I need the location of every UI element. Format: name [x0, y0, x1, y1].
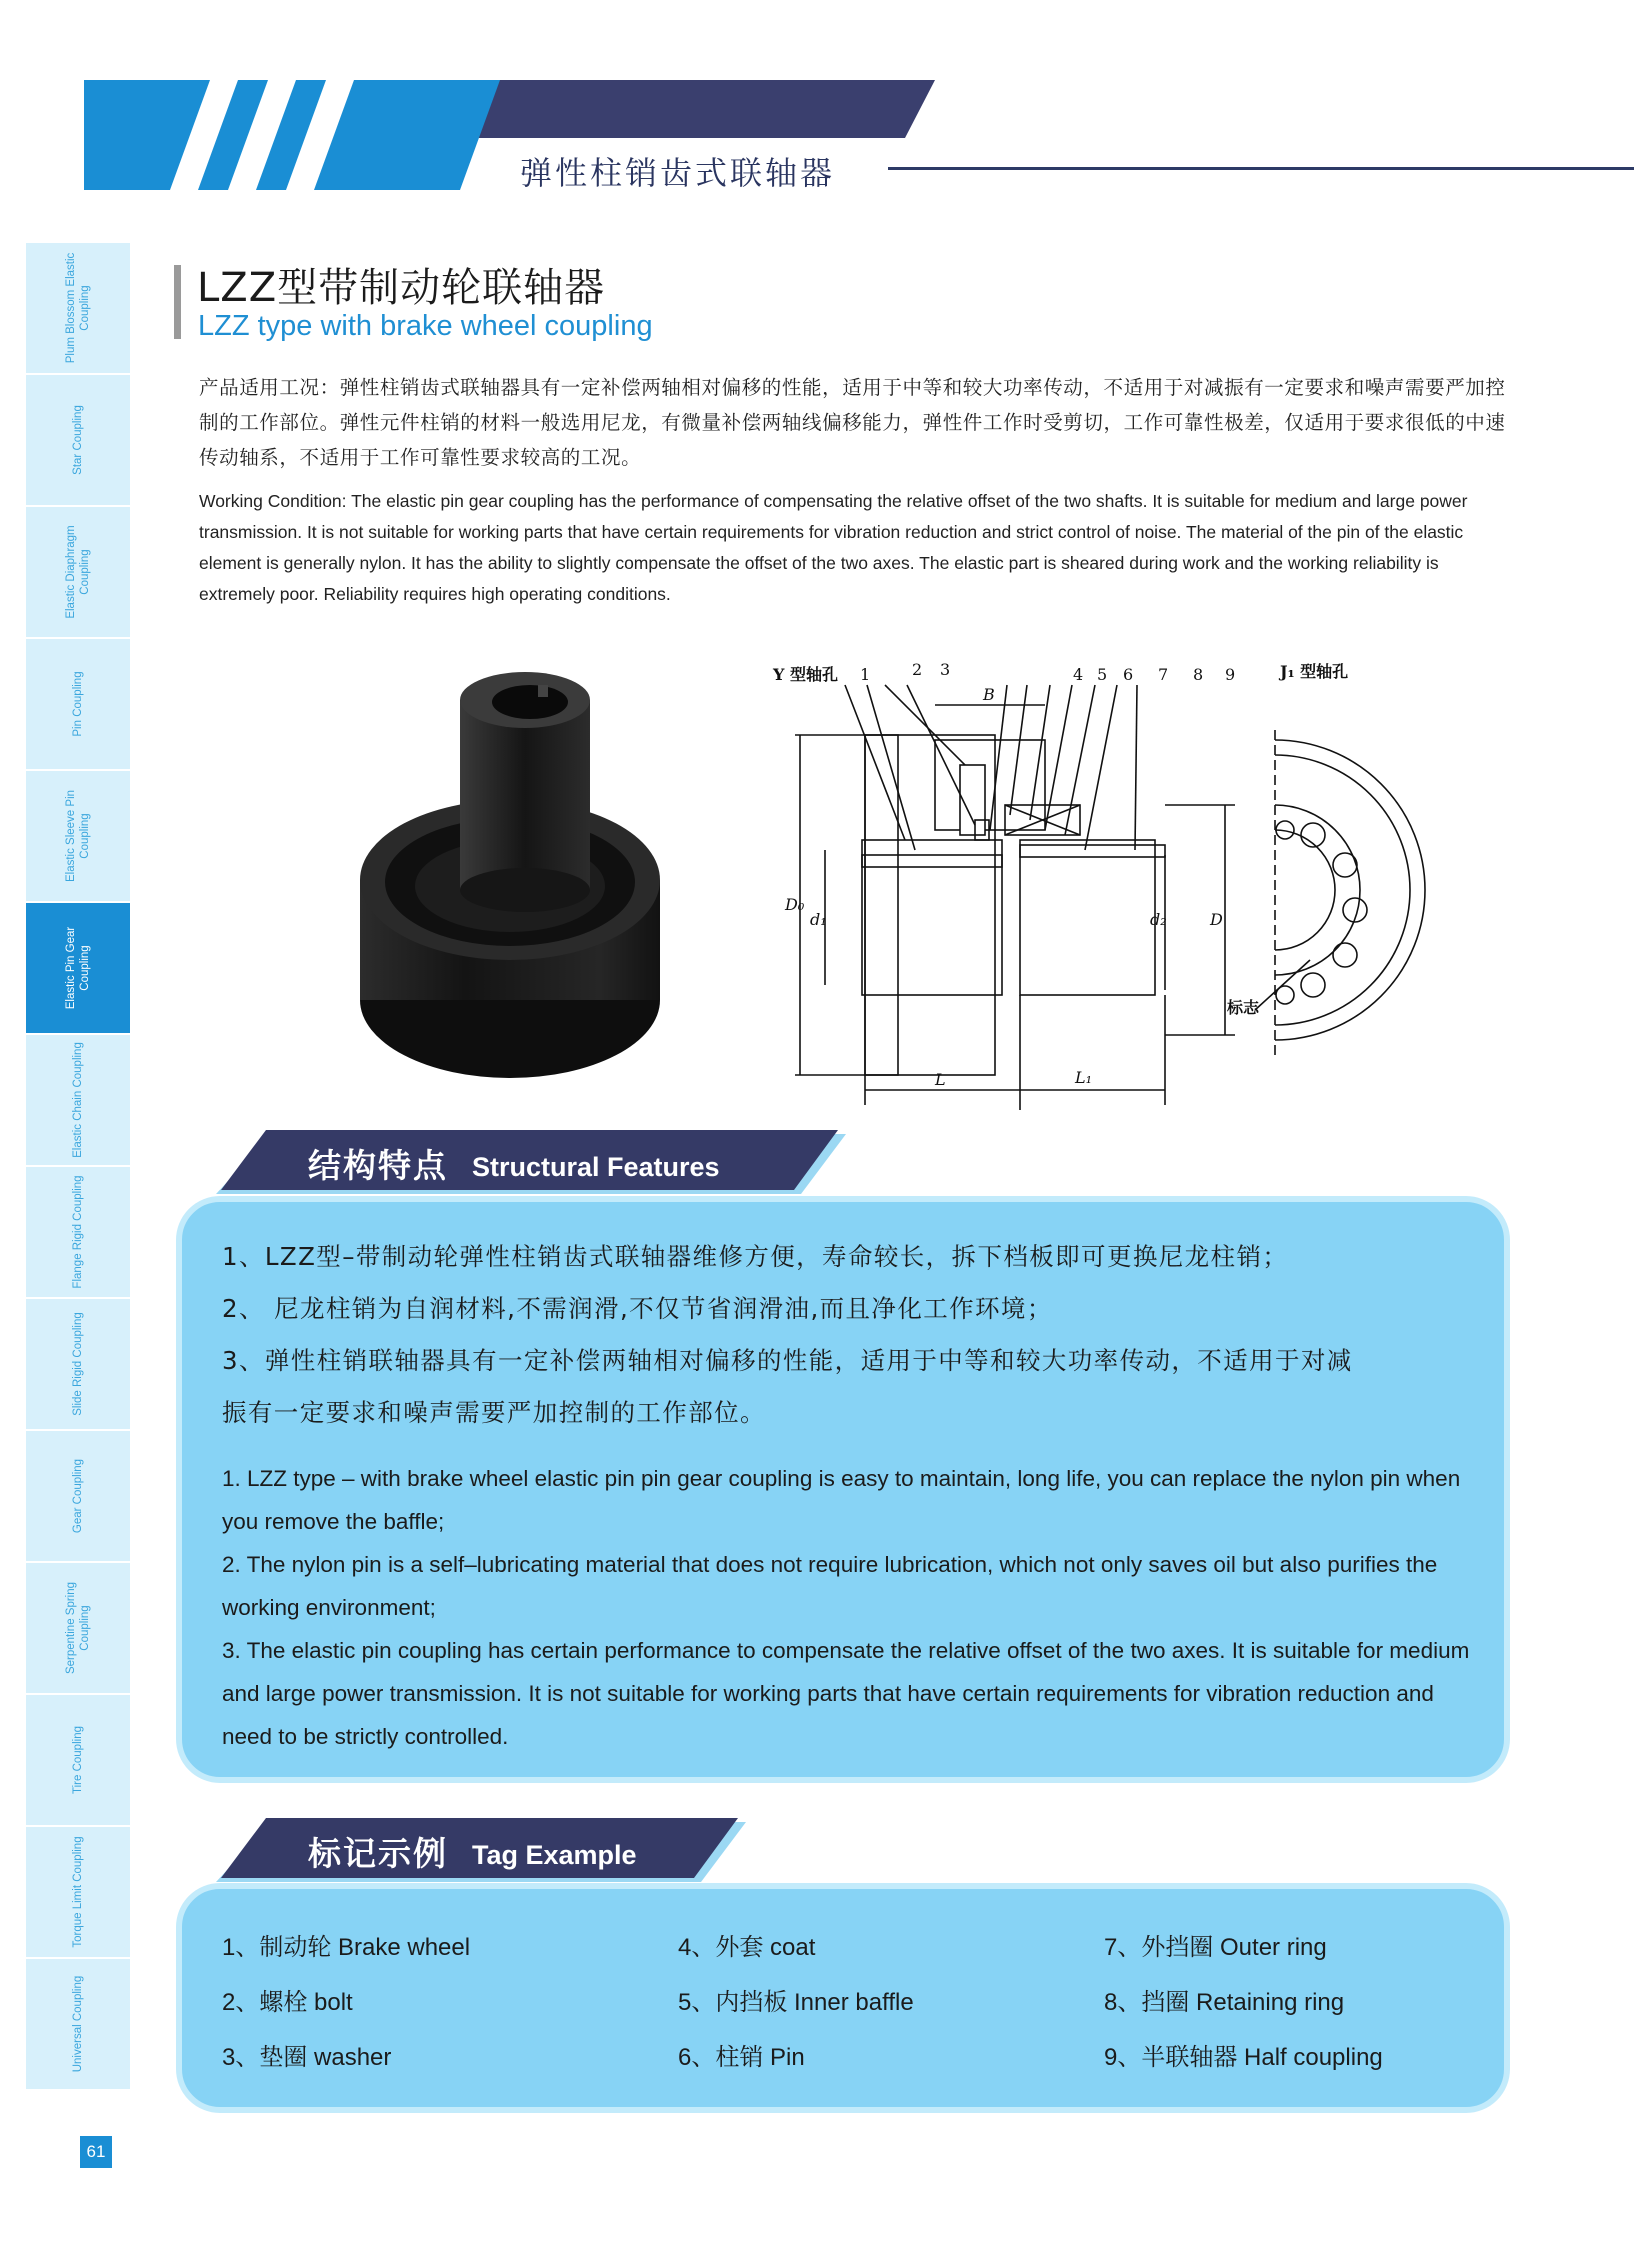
sidebar-item-elastic-diaphragm[interactable] — [26, 507, 130, 639]
section-heading-tags — [216, 1818, 756, 1882]
part-number: 5 — [1097, 665, 1108, 684]
sidebar-item-gear[interactable] — [26, 1431, 130, 1563]
dim-d1: d₁ — [810, 910, 827, 929]
part-number: 1 — [860, 665, 871, 684]
sidebar-item-elastic-pin-gear[interactable] — [26, 903, 130, 1035]
section-heading-features — [216, 1130, 856, 1194]
sidebar-item-label: Plum Blossom Elastic Coupling — [65, 252, 91, 364]
part-number: 7 — [1158, 665, 1169, 684]
page-number: 61 — [80, 2136, 112, 2168]
part-number: 9 — [1225, 665, 1236, 684]
description-cn: 产品适用工况：弹性柱销齿式联轴器具有一定补偿两轴相对偏移的性能，适用于中等和较大功率传动，不适用于对减振有一定要求和噪声需要严加控制的工作部位。弹性元件柱销的材料一般选用尼龙，有微量补偿两轴线偏移能力，弹性件工作时受剪切，工作可靠性极差，仅适用于要求很低的中速传动轴系，不适用于工作可靠性要求较高的工况。 — [199, 376, 1506, 469]
tag-item: 4、外套 coat — [678, 1934, 816, 1961]
page-title-cn: LZZ型带制动轮联轴器 — [197, 265, 606, 311]
title-accent-bar — [174, 265, 181, 339]
sidebar-item-star[interactable] — [26, 375, 130, 507]
dim-L: L — [935, 1070, 946, 1089]
tag-item: 2、螺栓 bolt — [222, 1989, 353, 2016]
sidebar-item-label: Elastic Sleeve Pin Coupling — [65, 789, 91, 883]
feature-cn-item-cont: 振有一定要求和噪声需要严加控制的工作部位。 — [222, 1398, 766, 1427]
label-mark: 标志 — [1227, 998, 1260, 1017]
part-number: 6 — [1123, 665, 1134, 684]
sidebar-item-label: Elastic Chain Coupling — [72, 1042, 84, 1158]
tag-item: 7、外挡圈 Outer ring — [1104, 1934, 1327, 1961]
feature-cn-item: 1、LZZ型–带制动轮弹性柱销齿式联轴器维修方便，寿命较长，拆下档板即可更换尼龙柱销； — [222, 1242, 1289, 1271]
tag-item: 5、内挡板 Inner baffle — [678, 1989, 914, 2016]
part-number: 8 — [1193, 665, 1204, 684]
feature-en-item: 1. LZZ type – with brake wheel elastic pin pin gear coupling is easy to maintain, long life, you can replace the nylon pin when you remove the baffle; — [222, 1466, 1461, 1534]
sidebar-item-elastic-chain[interactable] — [26, 1035, 130, 1167]
tag-item: 9、半联轴器 Half coupling — [1104, 2044, 1383, 2071]
sidebar-item-plum-blossom[interactable] — [26, 243, 130, 375]
sidebar-item-label: Gear Coupling — [72, 1458, 84, 1534]
header-title: 弹性柱销齿式联轴器 — [520, 154, 836, 192]
features-panel — [176, 1196, 1510, 1783]
sidebar-item-slide-rigid[interactable] — [26, 1299, 130, 1431]
tag-item: 1、制动轮 Brake wheel — [222, 1934, 471, 1961]
technical-drawing — [765, 655, 1435, 1110]
heading-en: Tag Example — [472, 1840, 637, 1870]
heading-en: Structural Features — [472, 1152, 720, 1182]
sidebar-item-torque-limit[interactable] — [26, 1827, 130, 1959]
sidebar-item-universal[interactable] — [26, 1959, 130, 2091]
heading-cn: 结构特点 — [308, 1146, 448, 1185]
dim-L1: L₁ — [1075, 1068, 1093, 1087]
header-divider — [888, 167, 1634, 170]
sidebar-item-tire[interactable] — [26, 1695, 130, 1827]
tag-item: 3、垫圈 washer — [222, 2044, 392, 2071]
description-en: Working Condition: The elastic pin gear coupling has the performance of compensating the relative offset of the two shafts. It is suitable for medium and large power transmission. It is not suitable for working parts that have certain requirements for vibration reduction and strict control of noise. The material of the pin of the elastic element is generally nylon. It has the ability to slightly compensate the offset of the two axes. The elastic part is sheared during work and the working reliability is extremely poor. Reliability requires high operating conditions. — [199, 491, 1468, 604]
part-number: 4 — [1073, 665, 1084, 684]
sidebar-item-flange-rigid[interactable] — [26, 1167, 130, 1299]
sidebar-item-label: Flange Rigid Coupling — [72, 1175, 84, 1289]
page-title-en: LZZ type with brake wheel coupling — [198, 310, 653, 342]
label-j-bore: J₁ 型轴孔 — [1280, 662, 1349, 681]
feature-cn-item: 2、 尼龙柱销为自润材料,不需润滑,不仅节省润滑油,而且净化工作环境； — [222, 1294, 1053, 1323]
sidebar-item-elastic-sleeve-pin[interactable] — [26, 771, 130, 903]
tag-item: 8、挡圈 Retaining ring — [1104, 1989, 1345, 2016]
sidebar-item-label: Tire Coupling — [72, 1726, 84, 1794]
sidebar-item-label: Serpentine Spring Coupling — [65, 1581, 91, 1675]
feature-cn-item: 3、弹性柱销联轴器具有一定补偿两轴相对偏移的性能，适用于中等和较大功率传动，不适用于对减 — [222, 1346, 1353, 1375]
category-sidebar — [26, 243, 130, 2091]
dim-d2: d₂ — [1150, 910, 1167, 929]
feature-en-item: 3. The elastic pin coupling has certain performance to compensate the relative offset of the two axes. It is suitable for medium and large power transmission. It is not suitable for working parts that have certain requirements for vibration reduction and need to be strictly controlled. — [222, 1638, 1470, 1749]
sidebar-item-label: Elastic Diaphragm Coupling — [65, 525, 91, 619]
tags-panel — [176, 1883, 1510, 2113]
dim-D0: D₀ — [785, 895, 805, 914]
tag-item: 6、柱销 Pin — [678, 2044, 805, 2071]
sidebar-item-label: Elastic Pin Gear Coupling — [65, 926, 91, 1010]
product-photo — [360, 660, 680, 1080]
sidebar-item-label: Star Coupling — [72, 405, 84, 475]
dim-B: B — [983, 685, 995, 704]
part-number: 2 — [912, 660, 923, 679]
sidebar-item-pin[interactable] — [26, 639, 130, 771]
dim-D: D — [1210, 910, 1223, 929]
heading-cn: 标记示例 — [308, 1834, 448, 1873]
sidebar-item-label: Pin Coupling — [72, 671, 84, 737]
label-y-bore: Y 型轴孔 — [773, 665, 838, 684]
part-number: 3 — [940, 660, 951, 679]
sidebar-item-serpentine-spring[interactable] — [26, 1563, 130, 1695]
sidebar-item-label: Universal Coupling — [72, 1975, 84, 2073]
sidebar-item-label: Torque Limit Coupling — [72, 1836, 84, 1948]
sidebar-item-label: Slide Rigid Coupling — [72, 1312, 84, 1416]
feature-en-item: 2. The nylon pin is a self–lubricating material that does not require lubrication, which not only saves oil but also purifies the working environment; — [222, 1552, 1438, 1620]
